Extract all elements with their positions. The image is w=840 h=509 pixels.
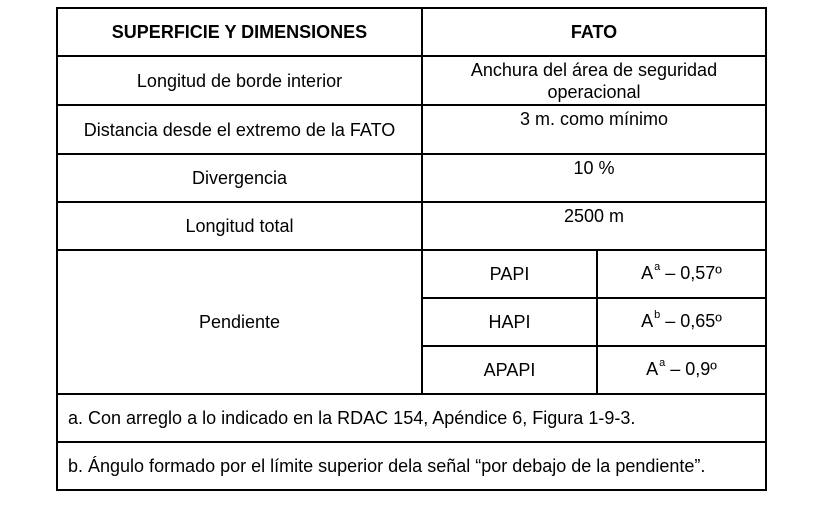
- slope-angle-apapi: [597, 346, 766, 394]
- footnote-a: a. Con arreglo a lo indicado en la RDAC 154, Apéndice 6, Figura 1-9-3.: [57, 394, 766, 442]
- table-row: [57, 105, 766, 154]
- slope-angle-value: – 0,65º: [660, 310, 722, 331]
- surface-dimensions-table: [56, 7, 767, 491]
- row-value-longitud-total: 2500 m: [422, 202, 766, 250]
- slope-angle-hapi: [597, 298, 766, 346]
- slope-system-apapi: APAPI: [422, 346, 597, 394]
- table-header-row: [57, 8, 766, 56]
- note-mark-superscript: a: [654, 260, 661, 273]
- table-row: [57, 202, 766, 250]
- header-fato: FATO: [422, 8, 766, 56]
- table-row: [57, 154, 766, 202]
- slope-angle-value: – 0,9º: [665, 358, 717, 379]
- footnote-row-b: [57, 442, 766, 490]
- table-row: [57, 56, 766, 105]
- row-value-longitud-borde-interior: Anchura del área de seguridad operacional: [422, 56, 766, 105]
- row-label-divergencia: Divergencia: [57, 154, 422, 202]
- row-label-longitud-total: Longitud total: [57, 202, 422, 250]
- slope-system-papi: PAPI: [422, 250, 597, 298]
- note-mark-superscript: a: [659, 356, 666, 369]
- note-mark-superscript: b: [654, 308, 661, 321]
- slope-prefix: A: [646, 358, 659, 379]
- row-value-distancia-extremo-fato: 3 m. como mínimo: [422, 105, 766, 154]
- header-surface-dimensions: SUPERFICIE Y DIMENSIONES: [57, 8, 422, 56]
- row-label-longitud-borde-interior: Longitud de borde interior: [57, 56, 422, 105]
- footnote-b: b. Ángulo formado por el límite superior dela señal “por debajo de la pendiente”.: [57, 442, 766, 490]
- slope-prefix: A: [641, 310, 654, 331]
- row-label-distancia-extremo-fato: Distancia desde el extremo de la FATO: [57, 105, 422, 154]
- row-label-pendiente: Pendiente: [57, 250, 422, 394]
- slope-row-papi: [57, 250, 766, 298]
- row-value-divergencia: 10 %: [422, 154, 766, 202]
- slope-angle-value: – 0,57º: [660, 262, 722, 283]
- slope-prefix: A: [641, 262, 654, 283]
- footnote-row-a: [57, 394, 766, 442]
- slope-system-hapi: HAPI: [422, 298, 597, 346]
- slope-angle-papi: [597, 250, 766, 298]
